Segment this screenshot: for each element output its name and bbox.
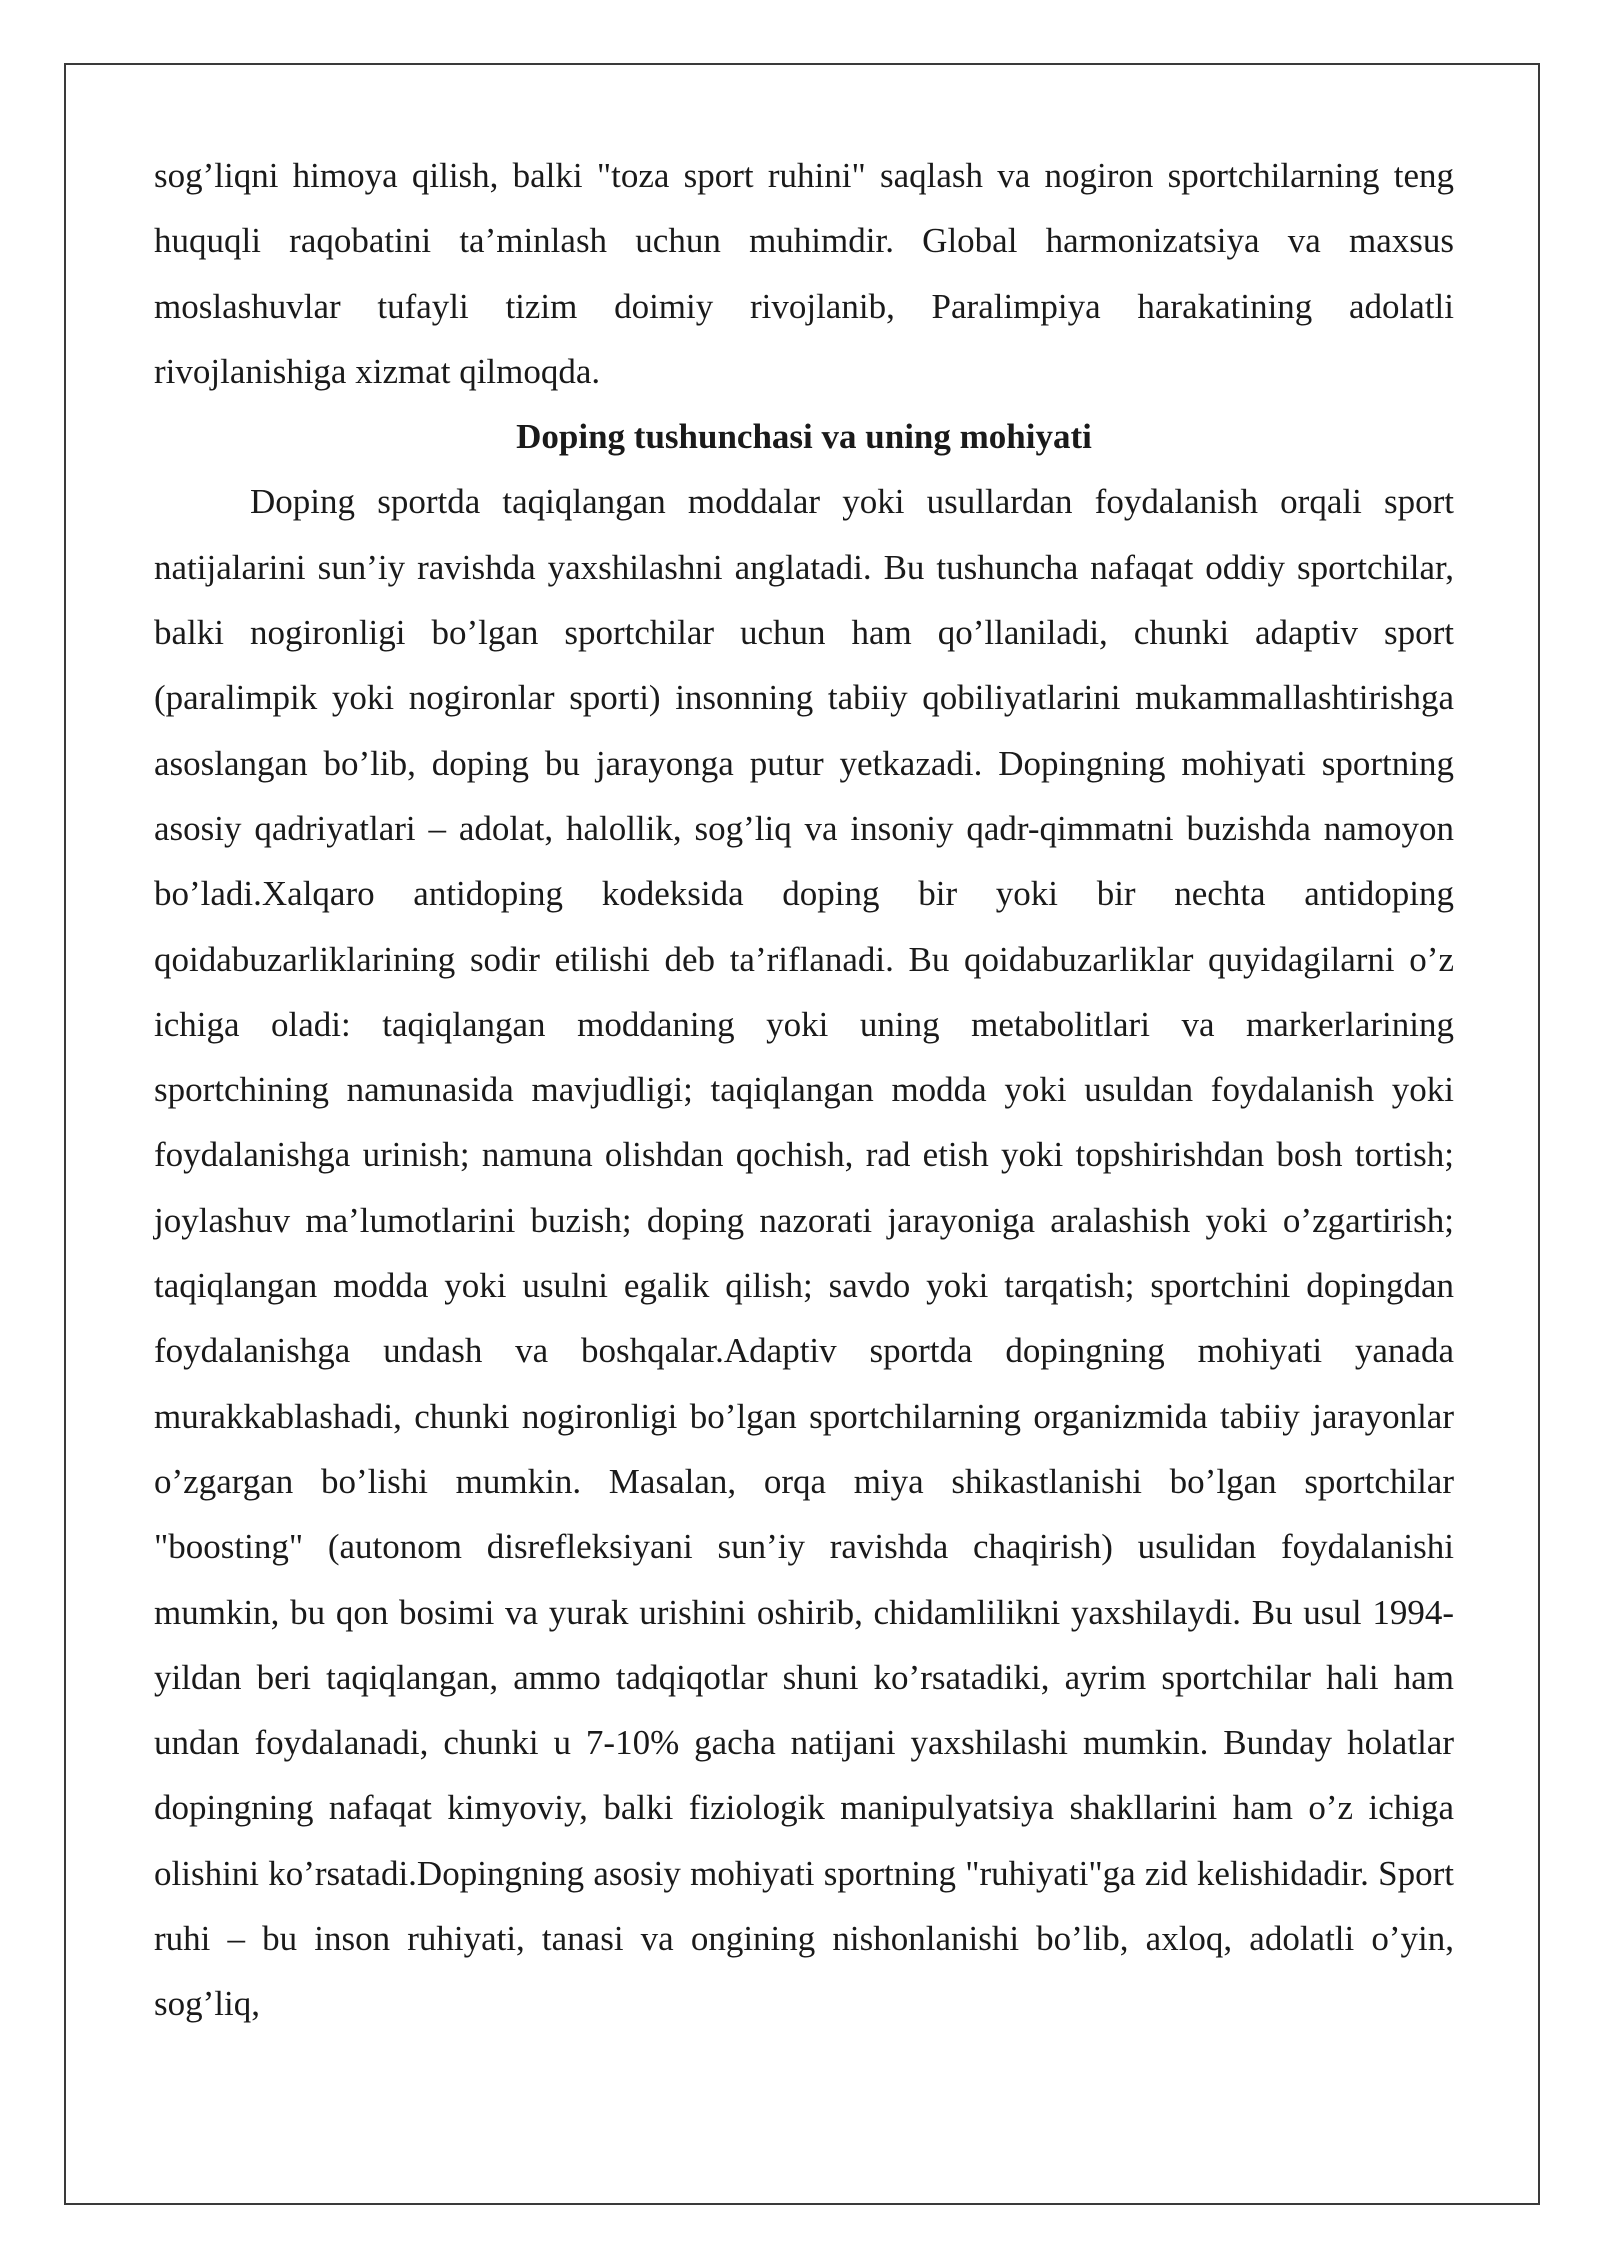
- continued-paragraph: sog’liqni himoya qilish, balki "toza sport ruhini" saqlash va nogiron sportchilarning teng huquqli raqobatini ta’minlash uchun muhimdir. Global harmonizatsiya va maxsus moslashuvlar tufayli tizim doimiy rivojlanib, Paralimpiya harakatining adolatli rivojlanishiga xizmat qilmoqda.: [154, 156, 1454, 391]
- main-paragraph: Doping sportda taqiqlangan moddalar yoki usullardan foydalanish orqali sport natijalarini sun’iy ravishda yaxshilashni anglatadi. Bu tushuncha nafaqat oddiy sportchilar, balki nogironligi bo’lgan sportchilar uchun ham qo’llaniladi, chunki adaptiv sport (paralimpik yoki nogironlar sporti) insonning tabiiy qobiliyatlarini mukammallashtirishga asoslangan bo’lib, doping bu jarayonga putur yetkazadi. Dopingning mohiyati sportning asosiy qadriyatlari – adolat, halollik, sog’liq va insoniy qadr-qimmatni buzishda namoyon bo’ladi.Xalqaro antidoping kodeksida doping bir yoki bir nechta antidoping qoidabuzarliklarining sodir etilishi deb ta’riflanadi. Bu qoidabuzarliklar quyidagilarni o’z ichiga oladi: taqiqlangan moddaning yoki uning metabolitlari va markerlarining sportchining namunasida mavjudligi; taqiqlangan modda yoki usuldan foydalanish yoki foydalanishga urinish; namuna olishdan qochish, rad etish yoki topshirishdan bosh tortish; joylashuv ma’lumotlarini buzish; doping nazorati jarayoniga aralashish yoki o’zgartirish; taqiqlangan modda yoki usulni egalik qilish; savdo yoki tarqatish; sportchini dopingdan foydalanishga undash va boshqalar.Adaptiv sportda dopingning mohiyati yanada murakkablashadi, chunki nogironligi bo’lgan sportchilarning organizmida tabiiy jarayonlar o’zgargan bo’lishi mumkin. Masalan, orqa miya shikastlanishi bo’lgan sportchilar "boosting" (autonom disrefleksiyani sun’iy ravishda chaqirish) usulidan foydalanishi mumkin, bu qon bosimi va yurak urishini oshirib, chidamlilikni yaxshilaydi. Bu usul 1994-yildan beri taqiqlangan, ammo tadqiqotlar shuni ko’rsatadiki, ayrim sportchilar hali ham undan foydalanadi, chunki u 7-10% gacha natijani yaxshilashi mumkin. Bunday holatlar dopingning nafaqat kimyoviy, balki fiziologik manipulyatsiya shakllarini ham o’z ichiga olishini ko’rsatadi.Dopingning asosiy mohiyati sportning "ruhiyati"ga zid kelishidadir. Sport ruhi – bu inson ruhiyati, tanasi va ongining nishonlanishi bo’lib, axloq, adolatli o’yin, sog’liq,: [154, 482, 1454, 2024]
- document-body: [154, 143, 1454, 2037]
- section-heading: Doping tushunchasi va uning mohiyati: [516, 417, 1092, 457]
